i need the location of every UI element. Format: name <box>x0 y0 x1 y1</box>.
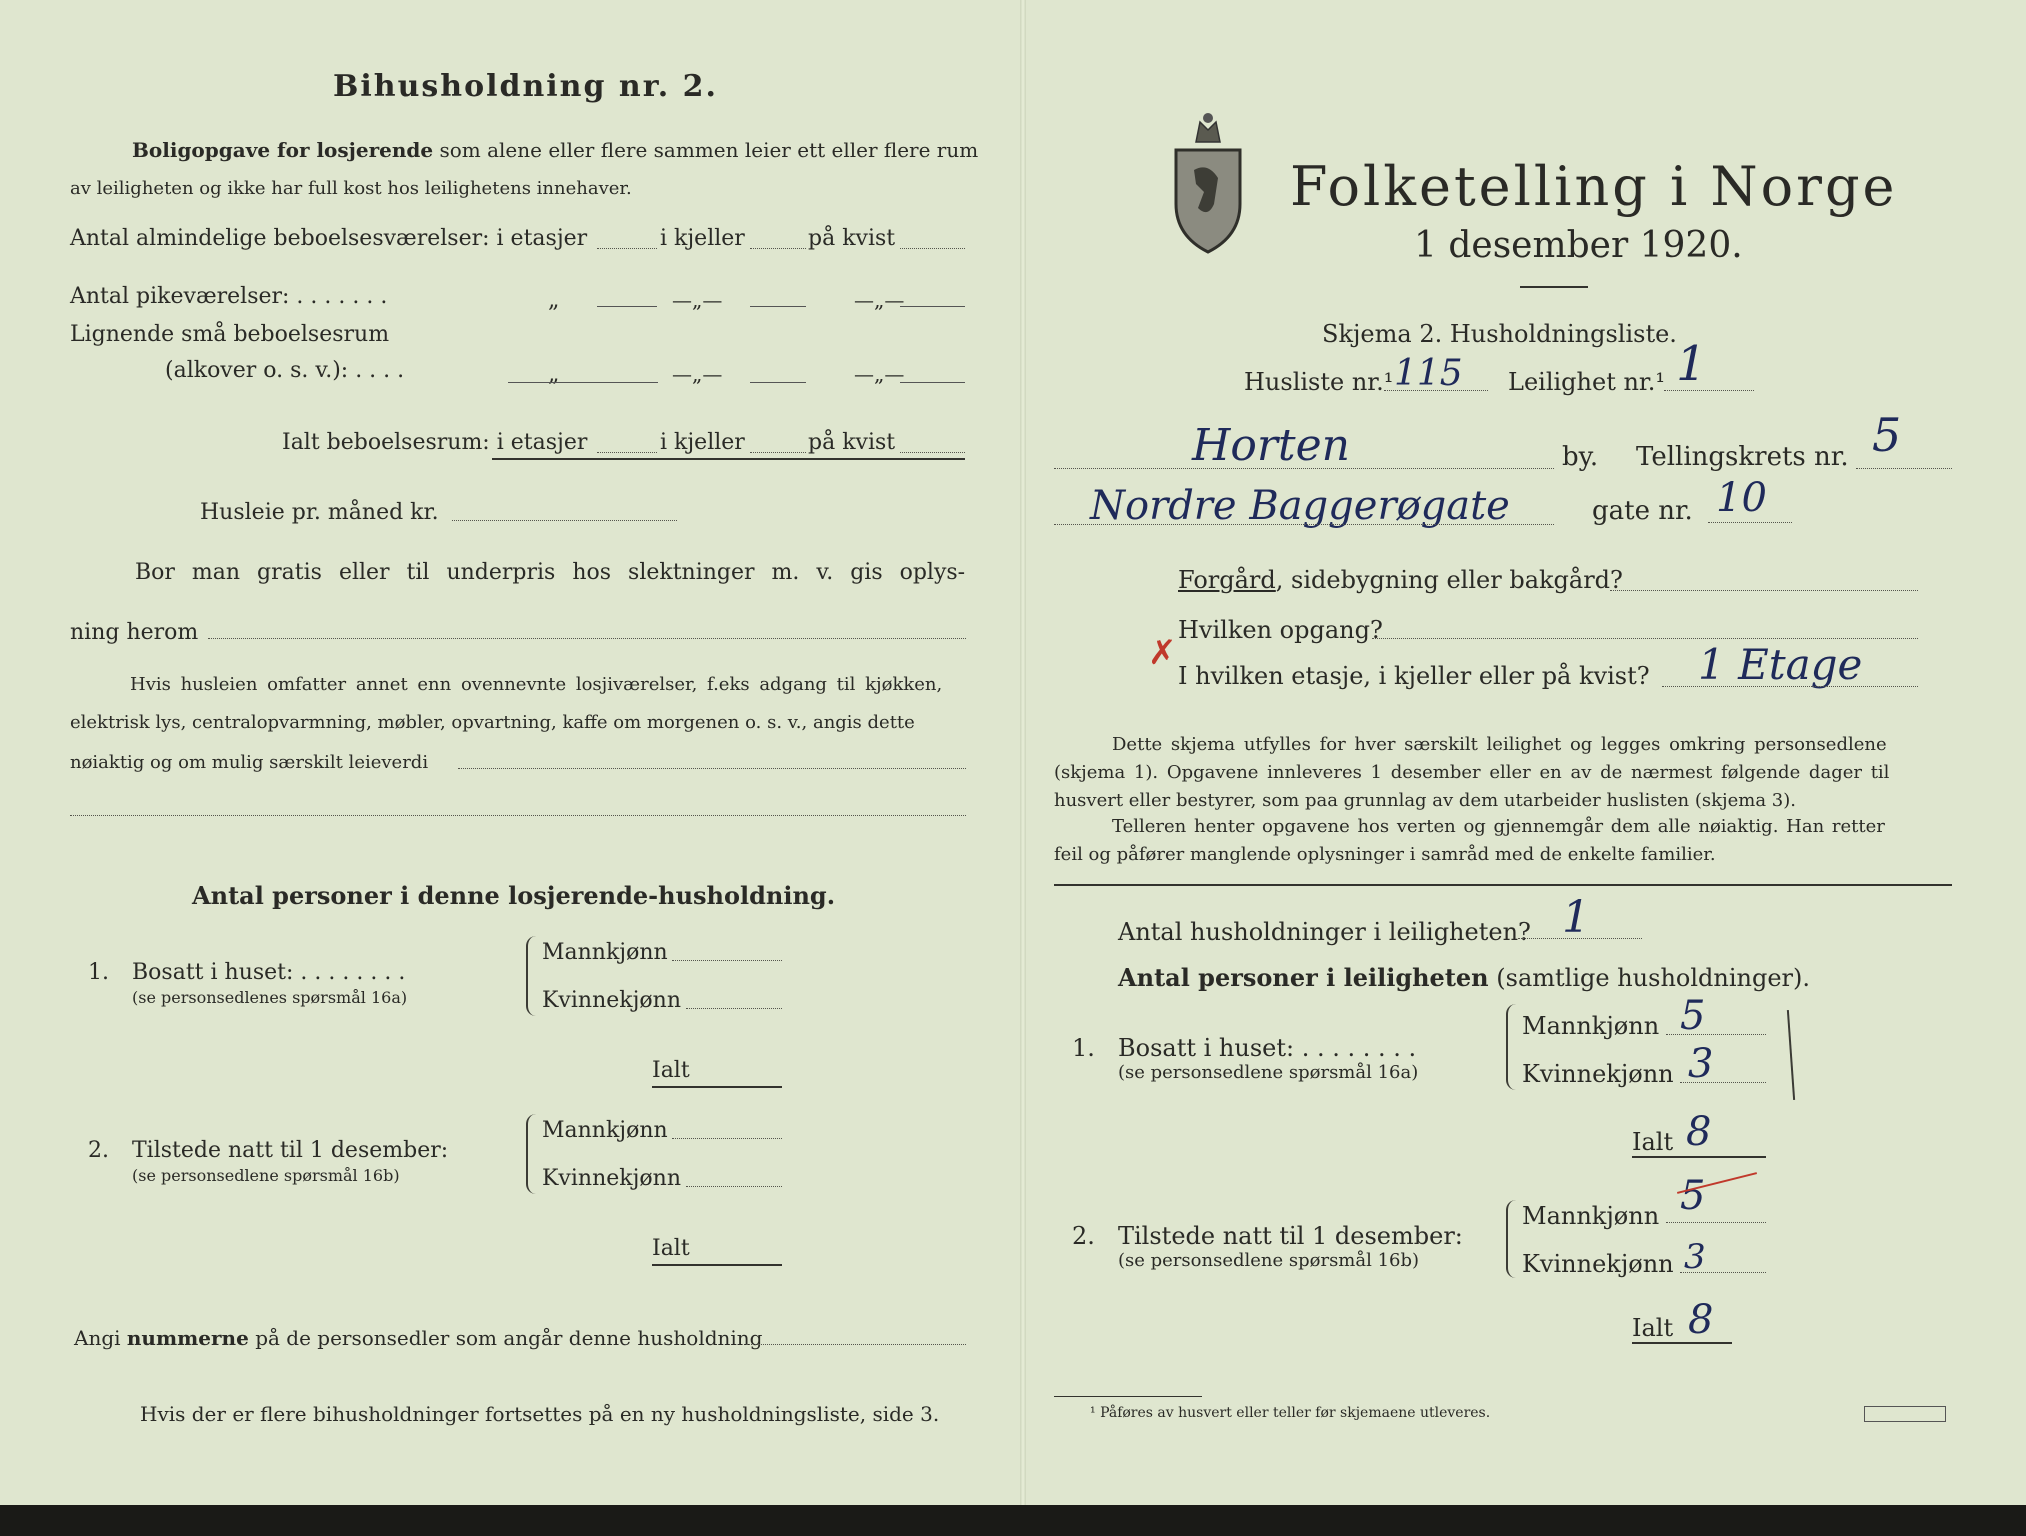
kvinnekjonn-label: Kvinnekjønn <box>1522 1250 1674 1278</box>
etasje-question: I hvilken etasje, i kjeller eller på kvist? <box>1178 662 1650 690</box>
kvist-line <box>900 248 965 249</box>
leilighet-label: Leilighet nr.¹ <box>1508 368 1666 396</box>
ialt-line <box>1632 1342 1732 1344</box>
left-footer: Hvis der er flere bihusholdninger fortsettes på en ny husholdningsliste, side 3. <box>140 1402 940 1426</box>
q1-label: Bosatt i huset: . . . . . . . . <box>1118 1034 1417 1062</box>
forgard-underlined: Forgård <box>1178 566 1276 594</box>
husholdninger-label: Antal husholdninger i leiligheten? <box>1118 918 1531 946</box>
ditto-line <box>750 306 806 307</box>
ialt-line <box>652 1264 782 1266</box>
leilighet-line <box>1664 390 1754 391</box>
ditto-line <box>750 382 806 383</box>
opgang-question: Hvilken opgang? <box>1178 616 1383 644</box>
mannkjonn-line <box>672 1138 782 1139</box>
husleie-line <box>452 520 677 521</box>
husliste-value: 115 <box>1394 353 1463 394</box>
page-fold <box>1020 0 1026 1505</box>
gate-value: Nordre Baggerøgate <box>1090 483 1510 529</box>
hvis-line-1: Hvis husleien omfatter annet enn ovennevnte losjiværelser, f.eks adgang til kjøkken, <box>130 674 943 695</box>
mannkjonn-line <box>1666 1222 1766 1223</box>
q1-label: Bosatt i huset: . . . . . . . . <box>132 960 406 985</box>
ditto-line <box>597 306 657 307</box>
bor-line <box>208 638 966 639</box>
kvinnekjonn-label: Kvinnekjønn <box>1522 1060 1674 1088</box>
extra-line <box>70 815 966 816</box>
kvinnekjonn-line <box>686 1186 782 1187</box>
coat-of-arms-icon <box>1166 108 1250 256</box>
husliste-label: Husliste nr.¹ <box>1244 368 1394 396</box>
kvist-label: på kvist <box>808 430 896 455</box>
ialt-line <box>652 1086 782 1088</box>
pencil-stroke <box>1787 1010 1795 1100</box>
q1-mann-value: 5 <box>1680 993 1706 1039</box>
leieverdi-line <box>458 768 966 769</box>
ialt-label: Ialt <box>1632 1314 1674 1342</box>
forgard-line <box>1610 590 1918 591</box>
brace <box>526 936 538 1016</box>
ialt-kvist-line <box>900 452 965 453</box>
title-rule <box>1520 286 1588 288</box>
q1-sub: (se personsedlenes spørsmål 16a) <box>132 988 408 1007</box>
q2-label: Tilstede natt til 1 desember: <box>132 1138 449 1163</box>
hvis-line-2: elektrisk lys, centralopvarmning, møbler, opvartning, kaffe om morgenen o. s. v., angis dette <box>70 712 915 733</box>
ditto-line <box>508 382 658 383</box>
gate-nr-line <box>1708 522 1792 523</box>
footnote-rule <box>1054 1396 1202 1397</box>
ditto-line <box>900 382 965 383</box>
footnote: ¹ Påføres av husvert eller teller før skjemaene utleveres. <box>1090 1405 1491 1421</box>
krets-label: Tellingskrets nr. <box>1636 442 1849 472</box>
section-rule <box>1054 884 1952 886</box>
ditto-dash: —„— <box>854 288 905 312</box>
printer-stamp <box>1864 1406 1946 1422</box>
husholdninger-value: 1 <box>1562 892 1590 943</box>
info-line-3: husvert eller bestyrer, som paa grunnlag av dem utarbeider huslisten (skjema 3). <box>1054 790 1796 811</box>
by-value: Horten <box>1192 420 1350 471</box>
personer-bold: Antal personer i leiligheten <box>1118 963 1489 992</box>
personer-heading <box>1118 963 1811 992</box>
kjeller-label: i kjeller <box>660 226 745 251</box>
by-label: by. <box>1562 442 1599 472</box>
ditto-line <box>900 306 965 307</box>
angi-pre: Angi <box>74 1326 121 1350</box>
mannkjonn-line <box>1666 1034 1766 1035</box>
q1-number: 1. <box>88 960 109 985</box>
ialt-kjeller-line <box>750 452 806 453</box>
leilighet-value: 1 <box>1676 336 1707 392</box>
etasjer-line <box>597 248 657 249</box>
kvinnekjonn-line <box>686 1008 782 1009</box>
husleie-label: Husleie pr. måned kr. <box>200 500 439 525</box>
right-title: Folketelling i Norge <box>1290 155 1898 218</box>
alkover-label: (alkover o. s. v.): . . . . <box>165 358 405 383</box>
q2-sub: (se personsedlene spørsmål 16b) <box>132 1166 400 1185</box>
gate-nr-value: 10 <box>1716 475 1767 521</box>
kvist-label: på kvist <box>808 226 896 251</box>
ditto-mark: „ <box>548 288 560 313</box>
angi-bold: nummerne <box>126 1326 249 1350</box>
intro-line-2: av leiligheten og ikke har full kost hos leilighetens innehaver. <box>70 178 632 199</box>
q2-number: 2. <box>88 1138 109 1163</box>
etasje-value: 1 Etage <box>1698 640 1863 689</box>
ialt-underline <box>492 458 965 460</box>
ialt-label: Ialt <box>1632 1128 1674 1156</box>
ialt-label: Ialt <box>652 1236 690 1261</box>
kvinnekjonn-label: Kvinnekjønn <box>542 988 681 1013</box>
husholdninger-line <box>1518 938 1642 939</box>
personer-rest: (samtlige husholdninger). <box>1496 964 1811 992</box>
antal-personer-title: Antal personer i denne losjerende-husholdning. <box>192 881 836 910</box>
bor-line-1: Bor man gratis eller til underpris hos slektninger m. v. gis oplys- <box>135 560 966 585</box>
brace <box>1506 1200 1518 1278</box>
intro-rest: som alene eller flere sammen leier ett eller flere rum <box>439 138 979 162</box>
ialt-etasjer-line <box>597 452 657 453</box>
husliste-line <box>1384 390 1488 391</box>
mannkjonn-label: Mannkjønn <box>1522 1012 1660 1040</box>
q1-kvinne-value: 3 <box>1688 1041 1714 1087</box>
gate-label: gate nr. <box>1592 496 1693 526</box>
q2-mann-value: 5 <box>1680 1173 1706 1219</box>
krets-value: 5 <box>1872 408 1902 462</box>
ditto-dash: —„— <box>854 362 905 386</box>
info-line-5: feil og påfører manglende oplysninger i samråd med de enkelte familier. <box>1054 844 1716 865</box>
ditto-dash: —„— <box>672 362 723 386</box>
q2-label: Tilstede natt til 1 desember: <box>1118 1222 1463 1250</box>
mannkjonn-line <box>672 960 782 961</box>
left-title: Bihusholdning nr. 2. <box>333 69 718 104</box>
brace <box>526 1114 538 1194</box>
ialt-label: Ialt <box>652 1058 690 1083</box>
q1-ialt-value: 8 <box>1686 1109 1712 1155</box>
info-line-4: Telleren henter opgavene hos verten og gjennemgår dem alle nøiaktig. Han retter <box>1112 816 1885 837</box>
census-date: 1 desember 1920. <box>1414 225 1743 266</box>
forgard-rest: , sidebygning eller bakgård? <box>1275 566 1623 594</box>
by-line <box>1054 468 1554 469</box>
krets-line <box>1856 468 1952 469</box>
pikevaerelser-label: Antal pikeværelser: . . . . . . . <box>70 284 388 309</box>
q2-kvinne-value: 3 <box>1684 1237 1706 1277</box>
kvinnekjonn-label: Kvinnekjønn <box>542 1166 681 1191</box>
q2-ialt-value: 8 <box>1688 1297 1714 1343</box>
kjeller-label: i kjeller <box>660 430 745 455</box>
info-line-2: (skjema 1). Opgavene innleveres 1 desember eller en av de nærmest følgende dager til <box>1054 762 1890 783</box>
kvinnekjonn-line <box>1680 1082 1766 1083</box>
mannkjonn-label: Mannkjønn <box>1522 1202 1660 1230</box>
intro-bold: Boligopgave for losjerende <box>132 138 434 162</box>
ialt-rum-label: Ialt beboelsesrum: i etasjer <box>282 430 588 455</box>
ditto-mark: „ <box>548 362 560 387</box>
ialt-line <box>1632 1156 1766 1158</box>
info-line-1: Dette skjema utfylles for hver særskilt leilighet og legges omkring personsedlene <box>1112 734 1887 755</box>
q2-number: 2. <box>1072 1222 1095 1250</box>
bor-line-2: ning herom <box>70 620 199 645</box>
hvis-line-3: nøiaktig og om mulig særskilt leieverdi <box>70 752 429 773</box>
mannkjonn-label: Mannkjønn <box>542 940 668 965</box>
angi-rest: på de personsedler som angår denne husholdning <box>255 1326 763 1350</box>
kvinnekjonn-line <box>1680 1272 1766 1273</box>
almindelige-label: Antal almindelige beboelsesværelser: i etasjer <box>70 226 588 251</box>
kjeller-line <box>750 248 806 249</box>
intro-line-1 <box>132 140 978 160</box>
q2-sub: (se personsedlene spørsmål 16b) <box>1118 1250 1420 1271</box>
lignende-label: Lignende små beboelsesrum <box>70 322 390 347</box>
q1-sub: (se personsedlene spørsmål 16a) <box>1118 1062 1419 1083</box>
angi-line-fill <box>746 1344 966 1345</box>
check-mark: ✗ <box>1148 633 1177 673</box>
angi-line <box>74 1328 762 1348</box>
q1-number: 1. <box>1072 1034 1095 1062</box>
ditto-dash: —„— <box>672 288 723 312</box>
forgard-question <box>1178 568 1623 592</box>
skjema-label: Skjema 2. Husholdningsliste. <box>1322 320 1677 348</box>
brace <box>1506 1004 1518 1090</box>
opgang-line <box>1372 638 1918 639</box>
etasje-line <box>1662 686 1918 687</box>
mannkjonn-label: Mannkjønn <box>542 1118 668 1143</box>
gate-line <box>1054 524 1554 525</box>
